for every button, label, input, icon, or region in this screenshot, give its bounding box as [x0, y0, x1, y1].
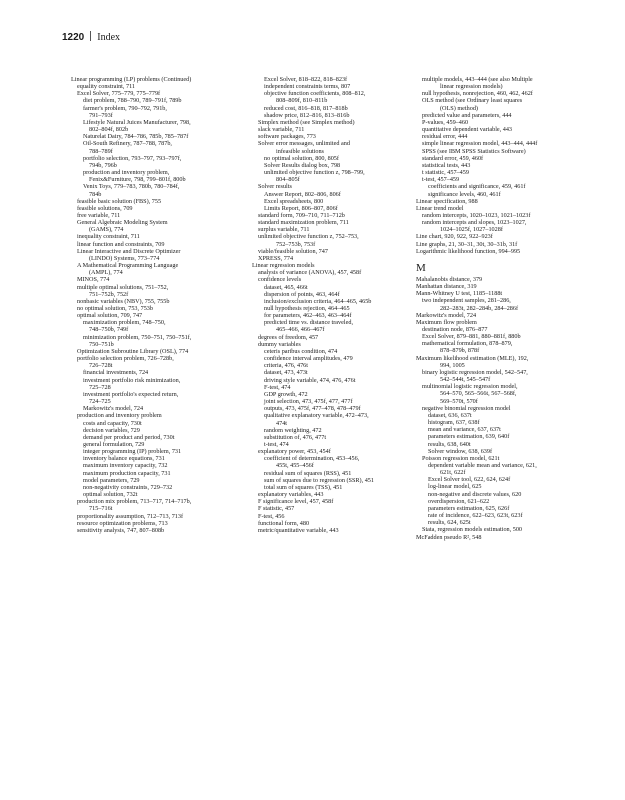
index-entry: dataset, 473, 473t [264, 369, 308, 377]
index-entry: model parameters, 729 [83, 476, 140, 484]
index-entry: Excel spreadsheets, 800 [264, 197, 324, 205]
index-entry: 455t, 455–456f [276, 462, 314, 470]
index-entry: random intercepts and slopes, 1023–1027, [422, 219, 527, 227]
index-entry: dependent variable mean and variance, 621, [428, 461, 537, 469]
index-entry: Excel Solver, 879–881, 880–881f, 880b [422, 333, 521, 341]
index-entry: Manhattan distance, 319 [416, 283, 477, 291]
index-entry: t-test, 474 [264, 440, 289, 448]
index-entry: null hypothesis rejection, 464–465 [264, 305, 350, 312]
index-entry: 465–466, 466–467f [276, 326, 325, 334]
index-entry: costs and capacity, 730t [83, 419, 142, 427]
index-entry: F significance level, 457, 458f [258, 498, 334, 506]
index-entry: Line graphs, 21, 30–31, 30t, 30–31b, 31f [416, 240, 518, 248]
index-entry: resource optimization problems, 713 [77, 519, 168, 527]
index-entry: no optimal solution, 800, 805f [264, 154, 339, 162]
index-entry: 804–805f [276, 176, 300, 184]
index-entry: optimal solution, 732t [83, 491, 138, 499]
index-entry: non-negative and discrete values, 620 [428, 490, 522, 498]
index-entry: 748–750b, 749f [89, 326, 129, 334]
index-entry: Markowitz's model, 724 [83, 405, 144, 413]
index-entry: shadow price, 812–816, 813–816b [264, 111, 350, 119]
index-entry: t statistic, 457–459 [422, 169, 469, 177]
index-entry: investment portfolio risk minimization, [83, 376, 181, 384]
index-entry: two independent samples, 281–286, [422, 297, 511, 305]
index-entry: rate of incidence, 622–623, 623t, 623f [428, 512, 523, 520]
index-entry: simple linear regression model, 443–444, 444f [422, 140, 538, 148]
index-entry: destination node, 876–877 [422, 326, 488, 333]
index-entry: Oil-South Refinery, 787–788, 787b, [83, 140, 172, 148]
section-title: Index [97, 32, 121, 43]
index-entry: parameters estimation, 639, 640f [428, 433, 510, 441]
index-entry: outputs, 473, 475f, 477–478, 478–479f [264, 405, 361, 413]
index-entry: 564–570, 565–566t, 567–568f, [440, 390, 517, 398]
index-entry: slack variable, 711 [258, 126, 305, 134]
index-entry: Lifestyle Natural Juices Manufacturer, 798, [83, 118, 191, 126]
index-entry: Linear Interactive and Discrete Optimizer [77, 247, 181, 255]
index-entry: results, 624, 625t [428, 519, 471, 527]
index-entry: dataset, 465, 466t [264, 283, 308, 291]
index-entry: histogram, 637, 638f [428, 419, 480, 427]
index-entry: Excel Solver, 775–779, 775–779f [77, 90, 161, 98]
index-entry: nonbasic variables (NBV), 755, 755b [77, 297, 170, 305]
index-entry: analysis of variance (ANOVA), 457, 458f [258, 269, 362, 277]
index-entry: multiple optimal solutions, 751–752, [77, 283, 169, 291]
index-entry: maximization problem, 748–750, [83, 319, 166, 327]
index-entry: Mann-Whitney U test, 1185–1188t [416, 290, 503, 298]
index-entry: optimal solution, 709, 747 [77, 312, 143, 320]
index-entry: Mahalanobis distance, 379 [416, 275, 483, 283]
index-entry: production mix problem, 713–717, 714–717b, [77, 498, 192, 506]
index-entry: 752–753b, 753f [276, 240, 316, 248]
index-entry: proportionality assumption, 712–713, 713f [77, 512, 184, 520]
index-entry: independent constraints terms, 807 [264, 83, 351, 91]
index-entry: 751–752b, 752f [89, 290, 129, 298]
index-entry: farmer's problem, 790–792, 791b, [83, 104, 167, 112]
header-divider [90, 31, 91, 41]
index-entry: no optimal solution, 753, 753b [77, 305, 153, 312]
index-entry: XPRESS, 774 [258, 254, 294, 262]
index-entry: production and inventory problem [77, 412, 162, 420]
index-entry: Maximum flow problem [416, 318, 477, 326]
index-entry: binary logistic regression model, 542–547, [422, 368, 528, 376]
index-entry: residual error, 444 [422, 133, 468, 141]
index-entry: Logarithmic likelihood function, 994–995 [416, 247, 521, 255]
page-header [62, 31, 562, 45]
index-column-2 [252, 76, 404, 534]
index-entry: t-test, 457–459 [422, 176, 460, 184]
index-entry: Markowitz's model, 724 [416, 311, 477, 319]
index-entry: diet problem, 788–790, 789–791f, 789b [83, 97, 182, 105]
index-entry: null hypothesis, nonrejection, 460, 462, 462f [422, 90, 533, 98]
index-entry: random weighting, 472 [264, 426, 322, 434]
index-entry: 725–728 [89, 383, 111, 391]
index-entry: overdispersion, 621–622 [428, 497, 490, 505]
index-entry: confidence levels [258, 276, 302, 284]
index-entry: feasible solutions, 709 [77, 204, 133, 212]
index-entry: production and inventory problem, [83, 169, 170, 177]
index-entry: Line chart, 920, 922, 922–923f [416, 233, 493, 241]
index-entry: unlimited objective function z, 752–753, [258, 233, 359, 241]
index-entry: free variable, 711 [77, 211, 121, 219]
index-entry: mathematical formulation, 878–879, [422, 340, 513, 348]
index-entry: Solver error messages, unlimited and [258, 140, 350, 148]
index-entry: feasible basic solution (FBS), 755 [77, 197, 162, 205]
index-entry: Stata, regression models estimation, 500 [422, 526, 523, 534]
index-entry: financial investments, 724 [83, 369, 149, 377]
index-entry: viable/feasible solution, 747 [258, 247, 328, 255]
index-entry: 474t [276, 419, 288, 427]
index-entry: Venix Toys, 779–783, 780b, 780–784f, [83, 183, 180, 191]
index-entry: P-values, 459–460 [422, 118, 469, 126]
index-entry: 750–751b [89, 340, 114, 348]
index-entry: multinomial logistic regression model, [422, 383, 518, 391]
index-entry: random intercepts, 1020–1023, 1021–1023f [422, 211, 531, 219]
index-entry: 878–879b, 878f [440, 347, 480, 355]
index-entry: 784b [89, 190, 102, 198]
index-entry: 282–283t, 282–284b, 284–286f [440, 304, 519, 312]
index-entry: GDP growth, 472 [264, 390, 308, 398]
index-entry: mean and variance, 637, 637t [428, 426, 501, 434]
index-entry: negative binomial regression model [422, 404, 511, 412]
index-entry: Excel Solver tool, 622, 624, 624f [428, 476, 511, 484]
page-number: 1220 [62, 32, 85, 43]
index-entry: 788–789f [89, 147, 113, 155]
index-entry: portfolio selection, 793–797, 793–797f, [83, 154, 182, 162]
index-entry: Linear trend model [416, 204, 464, 212]
index-entry: demand per product and period, 730t [83, 433, 175, 441]
index-entry: Linear programming (LP) problems (Continued) [71, 76, 192, 83]
index-entry: for parameters, 462–463, 463–464f [264, 312, 352, 320]
index-entry: inclusion/exclusion criteria, 464–465, 465b [264, 297, 372, 305]
index-entry: F-test, 456 [258, 512, 285, 520]
index-entry: significance levels, 460, 461f [428, 190, 501, 198]
index-entry: log-linear model, 625 [428, 483, 482, 491]
index-entry: confidence interval amplitudes, 479 [264, 355, 353, 363]
index-entry: standard error, 459, 460f [422, 154, 484, 162]
index-entry: 808–809f, 810–811b [276, 97, 328, 105]
index-entry: dummy variables [258, 340, 301, 348]
index-entry: Solver results [258, 183, 292, 191]
index-entry: 791–793f [89, 111, 113, 119]
index-entry: maximum production capacity, 731 [83, 469, 171, 477]
index-entry: Solver Results dialog box, 798 [264, 161, 341, 169]
index-entry: Answer Report, 802–806, 806f [264, 190, 341, 198]
index-entry: Linear specification, 988 [416, 197, 478, 205]
index-entry: inventory balance equations, 731 [83, 455, 165, 463]
index-entry: OLS method (see Ordinary least squares [422, 97, 523, 105]
index-entry: results, 638, 640t [428, 440, 471, 448]
index-entry: SPSS (see IBM SPSS Statistics Software) [422, 147, 526, 155]
index-entry: metric/quantitative variable, 443 [258, 526, 339, 534]
index-entry: Linear regression models [252, 262, 315, 270]
index-entry: 794b, 796b [89, 161, 117, 169]
index-entry: (OLS) method) [440, 104, 478, 112]
index-entry: dispersion of points, 463, 464f [264, 290, 340, 298]
index-entry: sum of squares due to regression (SSR), 451 [264, 476, 374, 484]
index-entry: dataset, 636, 637t [428, 411, 472, 419]
index-entry: (GAMS), 774 [89, 226, 124, 234]
index-entry: Simplex method (see Simplex method) [258, 118, 355, 126]
index-entry: equality constraint, 711 [77, 83, 136, 91]
index-entry: A Mathematical Programming Language [77, 262, 179, 270]
index-column-3 [416, 76, 566, 541]
index-entry: Naturelat Dairy, 784–786, 785b, 785–787f [83, 133, 189, 141]
index-entry: general formulation, 729 [83, 440, 145, 448]
index-entry: functional form, 480 [258, 519, 310, 527]
index-entry: 569–570t, 570f [440, 397, 478, 405]
index-entry: (AMPL), 774 [89, 269, 123, 277]
index-entry: residual sum of squares (RSS), 451 [264, 469, 352, 477]
index-column-1 [65, 76, 235, 534]
index-entry: McFadden pseudo R², 548 [416, 533, 482, 541]
index-entry: quantitative dependent variable, 443 [422, 126, 513, 134]
index-entry: 994, 1005 [440, 361, 465, 369]
index-entry: standard maximization problem, 711 [258, 219, 349, 227]
index-entry: predicted value and parameters, 444 [422, 111, 512, 119]
index-entry: maximum inventory capacity, 732 [83, 462, 168, 470]
index-entry: 715–716t [89, 505, 113, 513]
index-entry: F statistic, 457 [258, 505, 295, 513]
index-entry: standard form, 709–710, 711–712b [258, 211, 345, 219]
index-entry: parameters estimation, 625, 626f [428, 504, 510, 512]
index-entry: Poisson regression model, 621t [422, 454, 500, 462]
index-entry: degrees of freedom, 457 [258, 333, 319, 341]
index-entry: driving style variable, 474, 476, 476t [264, 376, 356, 384]
index-entry: 542–544t, 545–547f [440, 376, 491, 384]
index-entry: (LINDO) Systems, 773–774 [89, 254, 160, 262]
index-entry: integer programming (IP) problem, 731 [83, 448, 182, 456]
index-entry: explanatory variables, 443 [258, 491, 324, 499]
index-entry: objective function coefficients, 808–812, [264, 90, 366, 98]
index-entry: Fenix&Furniture, 798, 799–801f, 800b [89, 176, 186, 184]
index-entry: inequality constraint, 711 [77, 233, 140, 241]
index-entry: reduced cost, 816–818, 817–818b [264, 104, 348, 112]
index-entry: surplus variable, 711 [258, 226, 310, 234]
index-letter-heading: M [416, 261, 426, 274]
index-entry: infeasible solutions [276, 147, 324, 155]
index-entry: investment portfolio's expected return, [83, 390, 179, 398]
index-entry: qualitative explanatory variable, 472–473, [264, 412, 369, 420]
index-entry: Solver window, 638, 639f [428, 447, 493, 455]
index-entry: 1024–1025f, 1027–1028f [440, 226, 503, 234]
index-entry: 621t, 622f [440, 469, 466, 477]
index-entry: MINOS, 774 [77, 276, 110, 284]
index-entry: decision variables, 729 [83, 426, 140, 434]
index-entry: unlimited objective function z, 798–799, [264, 169, 365, 177]
index-entry: 802–804f, 802b [89, 126, 129, 134]
index-entry: coefficient of determination, 453–456, [264, 455, 360, 463]
index-entry: minimization problem, 750–751, 750–751f, [83, 333, 192, 341]
index-entry: multiple models, 443–444 (see also Multiple [422, 76, 533, 83]
index-entry: Excel Solver, 818–822, 818–823f [264, 76, 348, 83]
index-entry: criteria, 476, 476t [264, 362, 308, 370]
index-entry: non-negativity constraints, 729–732 [83, 483, 173, 491]
index-entry: 724–725 [89, 398, 111, 406]
index-entry: joint selection, 473, 475f, 477, 477f [264, 398, 353, 406]
index-entry: explanatory power, 453, 454f [258, 448, 331, 456]
index-entry: Maximum likelihood estimation (MLE), 192, [416, 354, 529, 362]
index-entry: coefficients and significance, 459, 461f [428, 183, 526, 191]
index-entry: General Algebraic Modeling System [77, 219, 168, 227]
index-entry: ceteris paribus condition, 474 [264, 347, 338, 355]
index-entry: portfolio selection problem, 726–728b, [77, 355, 174, 363]
index-entry: substitution of, 476, 477t [264, 433, 327, 441]
index-entry: sensitivity analysis, 747, 807–808b [77, 526, 165, 534]
index-entry: 726–728t [89, 362, 113, 370]
index-entry: statistical tests, 443 [422, 161, 471, 169]
index-entry: software packages, 773 [258, 133, 316, 141]
index-entry: total sum of squares (TSS), 451 [264, 483, 343, 491]
index-entry: F-test, 474 [264, 383, 291, 391]
index-entry: predicted time vs. distance traveled, [264, 319, 353, 327]
index-entry: linear function and constraints, 709 [77, 240, 165, 248]
index-entry: Optimization Subroutine Library (OSL), 774 [77, 347, 189, 355]
index-entry: Limits Report, 806–807, 806f [264, 204, 338, 212]
index-entry: linear regression models) [440, 83, 503, 91]
